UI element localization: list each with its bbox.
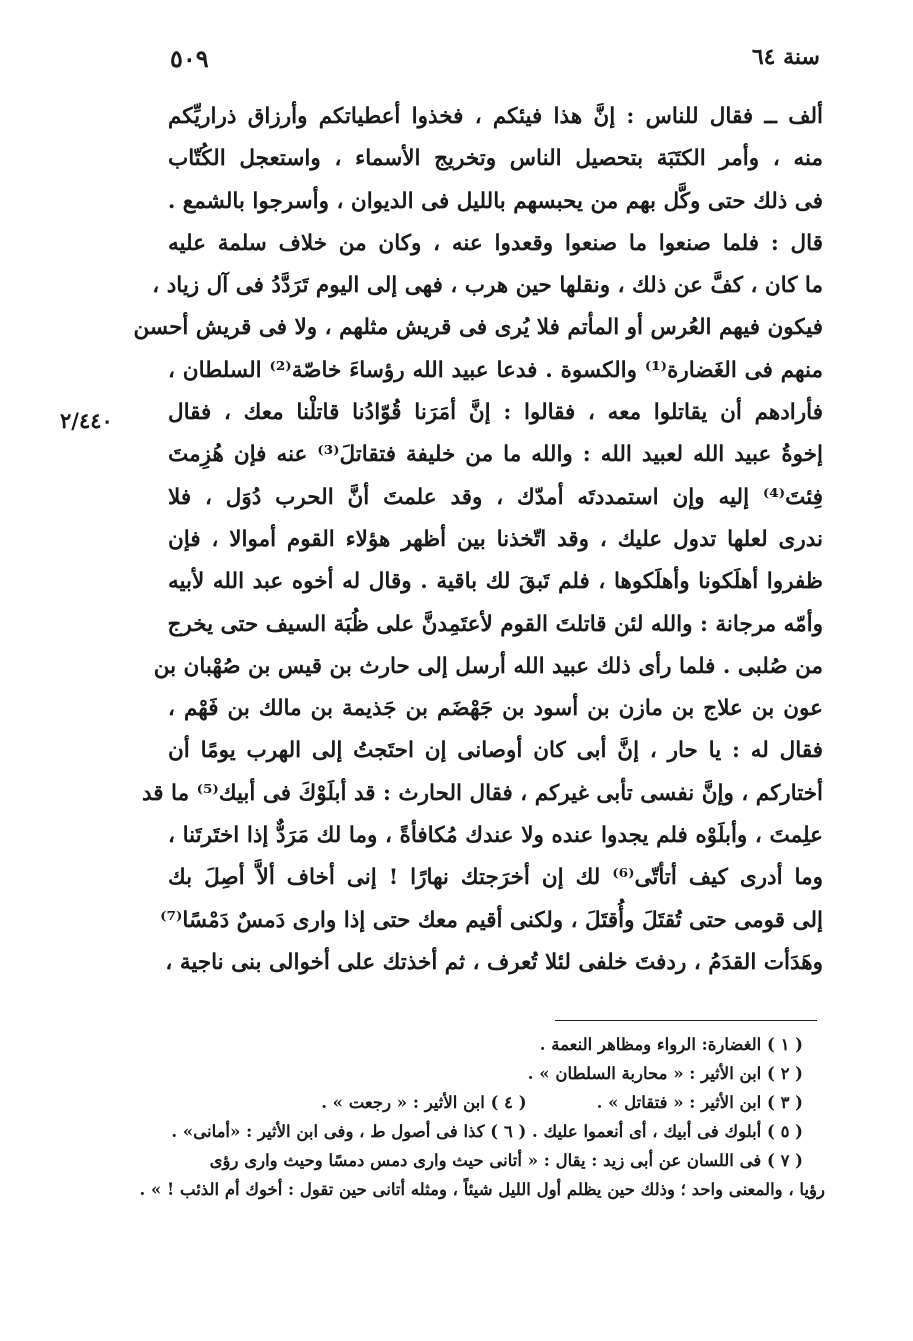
text-line: وأمّه مرجانة : والله لئن قاتلتَ القوم لأعتَمِدنَّ على ظُبَة السيف حتى يخرج: [167, 611, 823, 637]
text-line: أختاركم ، وإنَّ نفسى تأبى غيركم ، فقال الحارث : قد أبلَوْكَ فى أبيك⁽⁵⁾ ما قد: [141, 780, 823, 806]
footnote-3: ( ٣ ) ابن الأثير : « فتقاتل » .: [596, 1093, 803, 1112]
text-line: وهَدَأت القدَمُ ، ردفتَ خلفى لئلا تُعرف ، ثم أخذتك على أخوالى بنى ناجية ،: [165, 949, 823, 975]
footnote-row-3-4: [140, 1088, 825, 1117]
footnote-5-6: ( ٥ ) أبلوك فى أبيك ، أى أنعموا عليك . ( ٦ ) كذا فى أصول ط ، وفى ابن الأثير : «أمانى» .: [171, 1122, 803, 1141]
text-line: عون بن علاج بن مازن بن أسود بن جَهْضَم بن جَذيمة بن مالك بن فَهْم ،: [168, 696, 823, 722]
text-line: ما كان ، كفَّ عن ذلك ، ونقلها حين هرب ، فهى إلى اليوم تَرَدَّدُ فى آل زياد ،: [152, 273, 823, 299]
text-line: علِمتَ ، وأبلَوْه فلم يجدوا عنده ولا عندك مُكافأةً ، وما لك مَرَدٌّ إذا اختَرتَنا ،: [168, 823, 823, 849]
footnote-4: ( ٤ ) ابن الأثير : « رجعت » .: [321, 1093, 527, 1112]
footnote-7-continuation: رؤيا ، والمعنى واحد ؛ وذلك حين يظلم أول الليل شيئاً ، ومثله أتانى حين تقول : أخوك أم الذئب ! » .: [139, 1180, 825, 1199]
text-line: ظفروا أهلَكونا وأهلَكوها ، فلم تَبقَ لك باقية . وقال له أخوه عبد الله لأبيه: [168, 569, 823, 595]
footnote-7: ( ٧ ) فى اللسان عن أبى زيد : يقال : « أتانى حيث وارى دمس دمسًا وحيث وارى رؤى: [209, 1151, 803, 1170]
running-head: [170, 44, 820, 84]
text-line: فقال له : يا حار ، إنَّ أبى كان أوصانى إن احتَجتُ إلى الهرب يومًا أن: [168, 738, 823, 764]
text-line: فيكون فيهم العُرس أو المأتم فلا يُرى فى قريش مثلهم ، ولا فى قريش أحسن: [133, 315, 823, 341]
text-line: منه ، وأمر الكتَبَة بتحصيل الناس وتخريج الأسماء ، واستعجل الكُتّاب: [168, 146, 823, 172]
text-line: ندرى لعلها تدول عليك ، وقد اتّخذنا بين أظهر هؤلاء القوم أموالا ، فإن: [168, 526, 823, 552]
text-line: فِئتَ⁽⁴⁾ إليه وإن استمددتَه أمدّك ، وقد علمتَ أنَّ الحرب دُوَل ، فلا: [168, 484, 823, 510]
text-line: من صُلبى . فلما رأى ذلك عبيد الله أرسل إلى حارث بن قيس بن صُهْبان بن: [153, 653, 823, 679]
page-number: ٥٠٩: [170, 44, 209, 73]
footnote-1: ( ١ ) الغضارة: الرواء ومظاهر النعمة .: [539, 1035, 803, 1054]
margin-reference: ٢/٤٤٠: [60, 408, 113, 433]
text-line: إلى قومى حتى تُقتَلَ وأُقتَلَ ، ولكنى أقيم معك حتى إذا وارى دَمسٌ دَمْسًا⁽⁷⁾: [160, 907, 823, 933]
text-line: إخوةُ عبيد الله لعبيد الله : والله ما من خليفة فتقاتلَ⁽³⁾ عنه فإن هُزِمتَ: [168, 442, 823, 468]
text-line: فأرادهم أن يقاتلوا معه ، فقالوا : إنَّ أمَرَنا قُوّادُنا قاتلْنا معك ، فقال: [168, 400, 823, 426]
footnotes: [140, 1030, 825, 1204]
text-line: وما أدرى كيف أتأتّى⁽⁶⁾ لك إن أخرَجتك نهارًا ! إنى أخاف ألاَّ أصِلَ بك: [168, 865, 823, 891]
text-line: فى ذلك حتى وكَّل بهم من يحبسهم بالليل فى الديوان ، وأسرجوا بالشمع .: [167, 188, 823, 214]
year-label: سنة ٦٤: [751, 44, 820, 70]
text-line: ألف ــ فقال للناس : إنَّ هذا فيئكم ، فخذوا أعطياتكم وأرزاق ذراريِّكم: [168, 104, 823, 129]
text-line: منهم فى الغَضارة⁽¹⁾ والكسوة . فدعا عبيد الله رؤساءَ خاصّة⁽²⁾ السلطان ،: [168, 357, 823, 383]
text-line: قال : فلما صنعوا ما صنعوا وقعدوا عنه ، وكان من خلاف سلمة عليه: [168, 230, 823, 256]
footnote-2: ( ٢ ) ابن الأثير : « محاربة السلطان » .: [527, 1064, 803, 1083]
main-text-body: [133, 96, 823, 984]
footnote-separator: [555, 1020, 817, 1021]
